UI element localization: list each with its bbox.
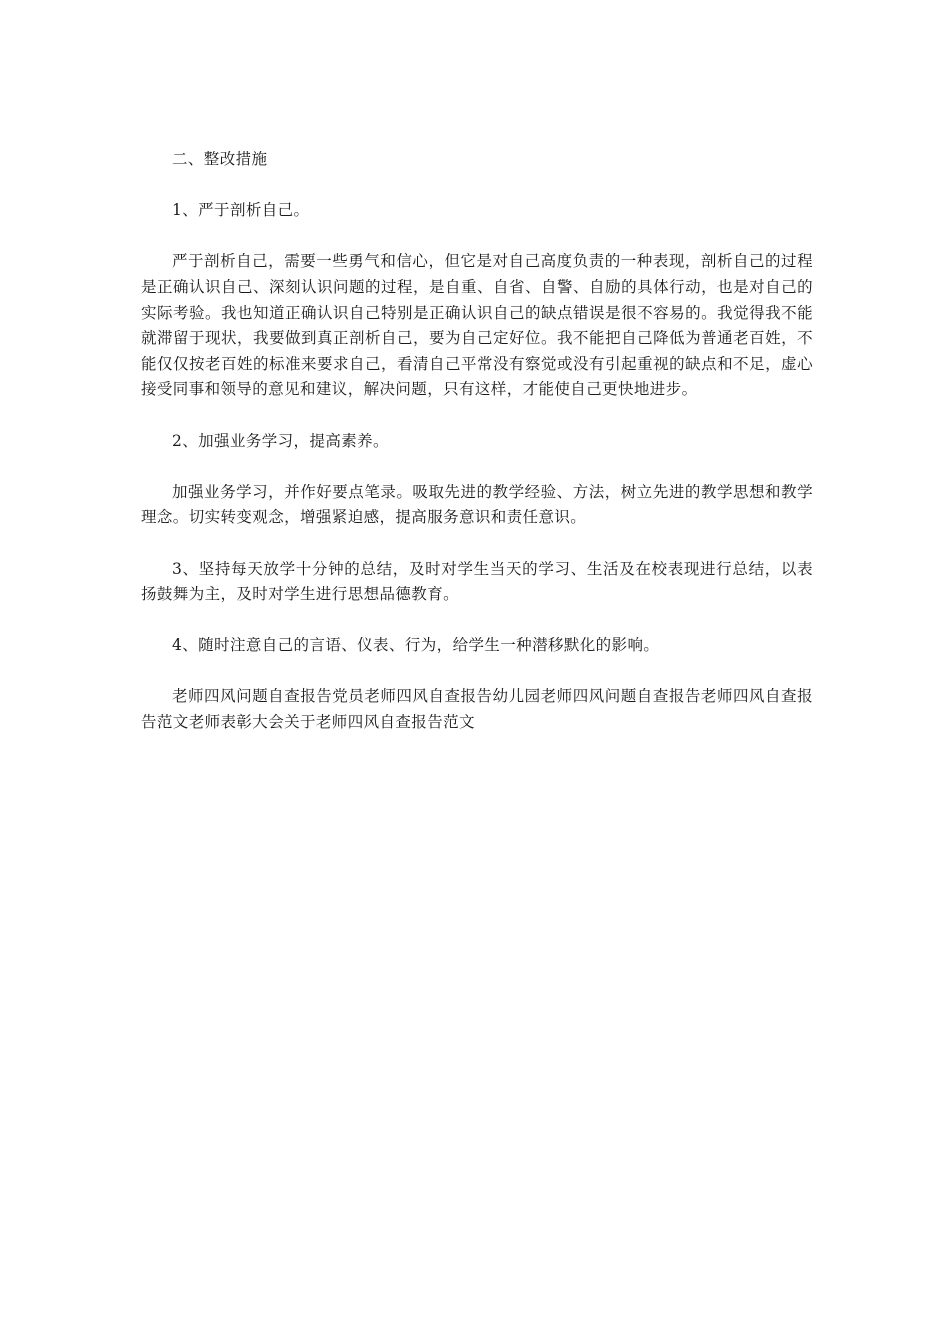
item-heading-1: 1、严于剖析自己。 [172, 201, 310, 220]
section-heading: 二、整改措施 [172, 150, 268, 168]
item-paragraph-3: 3、坚持每天放学十分钟的总结，及时对学生当天的学习、生活及在校表现进行总结，以表扬鼓舞为主，及时对学生进行思想品德教育。 [141, 559, 813, 604]
body-paragraph-1: 严于剖析自己，需要一些勇气和信心，但它是对自己高度负责的一种表现，剖析自己的过程是正确认识自己、深刻认识问题的过程，是自重、自省、自警、自励的具体行动，也是对自己的实际考验。我也知道正确认识自己特别是正确认识自己的缺点错误是很不容易的。我觉得我不能就滞留于现状，我要做到真正剖析自己，要为自己定好位。我不能把自己降低为普通老百姓，不能仅仅按老百姓的标准来要求自己，看清自己平常没有察觉或没有引起重视的缺点和不足，虚心接受同事和领导的意见和建议，解决问题，只有这样，才能使自己更快地进步。 [141, 252, 813, 399]
item-heading-2: 2、加强业务学习，提高素养。 [172, 431, 389, 450]
item-paragraph-4: 4、随时注意自己的言语、仪表、行为，给学生一种潜移默化的影响。 [172, 636, 660, 655]
keyword-paragraph: 老师四风问题自查报告党员老师四风自查报告幼儿园老师四风问题自查报告老师四风自查报告范文老师表彰大会关于老师四风自查报告范文 [141, 687, 813, 732]
document-body [141, 147, 813, 761]
body-paragraph-2: 加强业务学习，并作好要点笔录。吸取先进的教学经验、方法，树立先进的教学思想和教学理念。切实转变观念，增强紧迫感，提高服务意识和责任意识。 [141, 482, 813, 527]
